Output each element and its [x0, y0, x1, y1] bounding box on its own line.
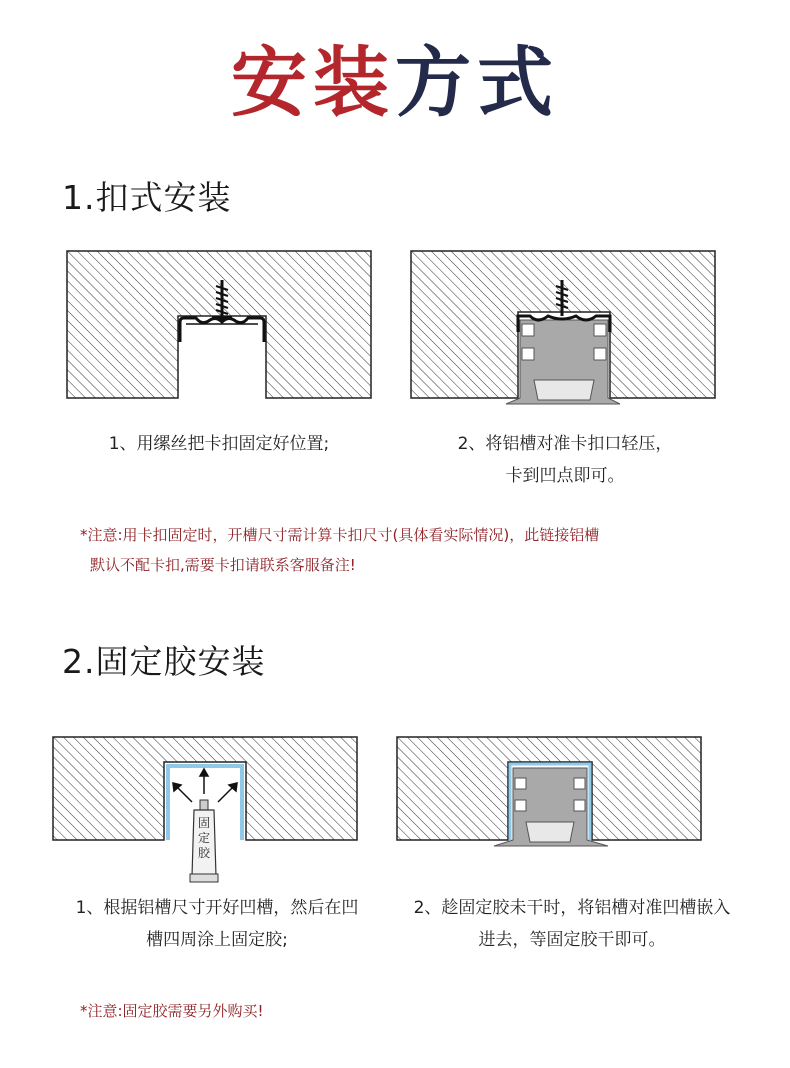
section2-caption1-line1: 1、根据铝槽尺寸开好凹槽，然后在凹 — [75, 898, 359, 918]
title-part-navy: 方式 — [395, 38, 559, 127]
section1-note-line2: 默认不配卡扣,需要卡扣请联系客服备注! — [90, 556, 356, 574]
section2-note: *注意:固定胶需要另外购买! — [80, 1002, 264, 1020]
clip-icon — [180, 318, 264, 342]
channel-pressed-diagram — [410, 250, 716, 410]
section1-caption2-line2: 卡到凹点即可。 — [505, 466, 625, 486]
section1-note-line1: *注意:用卡扣固定时，开槽尺寸需计算卡扣尺寸(具体看实际情况)，此链接铝槽 — [80, 526, 600, 544]
arrow-icons — [173, 769, 237, 802]
section1-caption2-line1: 2、将铝槽对准卡扣口轻压， — [457, 434, 673, 454]
section1-heading: 1.扣式安装 — [62, 178, 232, 217]
section2-heading: 2.固定胶安装 — [62, 642, 266, 681]
title-part-red: 安装 — [231, 38, 395, 127]
section1-caption1: 1、用缧丝把卡扣固定好位置; — [108, 434, 330, 454]
section2-caption1-line2: 槽四周涂上固定胶; — [146, 930, 288, 950]
glue-apply-diagram — [52, 736, 358, 886]
channel-embedded-diagram — [396, 736, 702, 886]
section2-caption2-line2: 进去，等固定胶干即可。 — [478, 930, 666, 950]
clip-screw-diagram — [66, 250, 372, 402]
aluminum-channel-icon — [506, 320, 620, 404]
section2-caption2-line1: 2、趁固定胶未干时，将铝槽对准凹槽嵌入 — [413, 898, 731, 918]
page-title — [0, 38, 790, 128]
glue-tube-label: 固定胶 — [197, 816, 210, 860]
